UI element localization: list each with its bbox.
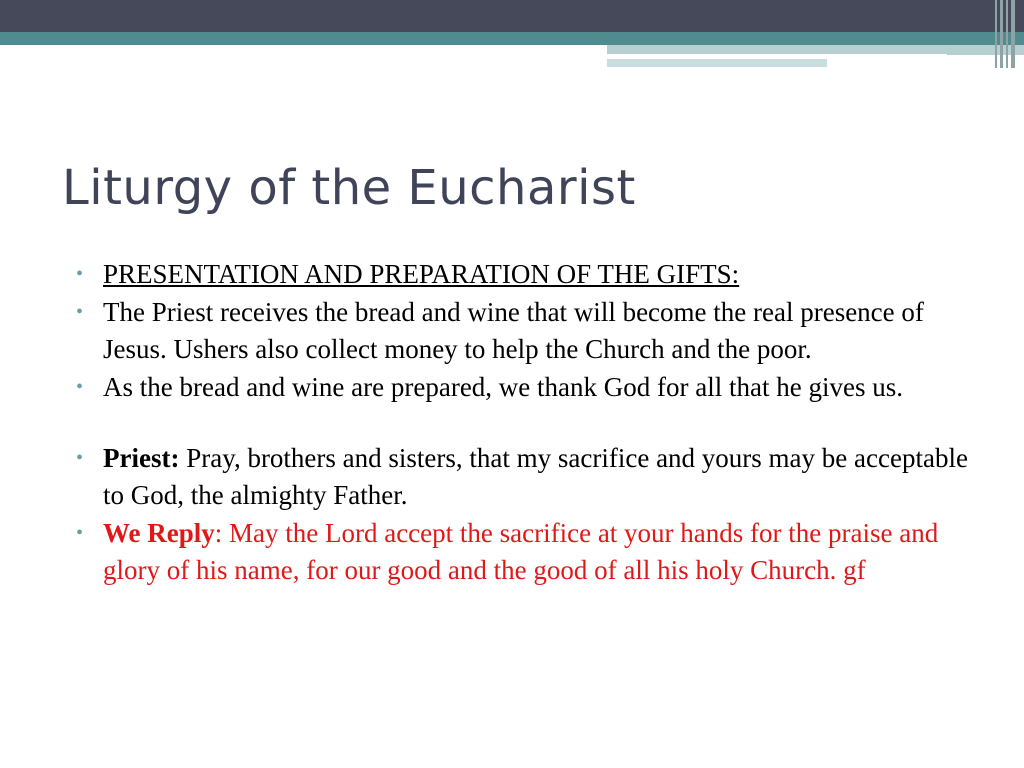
header-vertical-line <box>1011 0 1015 68</box>
list-item <box>70 440 970 514</box>
list-item <box>70 369 970 406</box>
header-vertical-line <box>1006 0 1008 68</box>
list-item-text: Pray, brothers and sisters, that my sacrifice and yours may be acceptable to God, the almighty Father. <box>103 443 968 510</box>
speaker-label: Priest: <box>103 443 180 473</box>
bullet-icon: • <box>76 301 84 323</box>
header-band-highlight <box>607 54 947 56</box>
header-vertical-line <box>1000 0 1003 68</box>
slide-title: Liturgy of the Eucharist <box>62 160 636 216</box>
bullet-icon: • <box>76 376 84 398</box>
bullet-list <box>70 256 970 589</box>
list-item <box>70 256 970 293</box>
list-item <box>70 294 970 368</box>
bullet-icon: • <box>76 522 84 544</box>
speaker-label: We Reply <box>103 518 215 548</box>
list-item <box>70 515 970 589</box>
list-item-text: As the bread and wine are prepared, we thank God for all that he gives us. <box>103 372 903 402</box>
bullet-icon: • <box>76 263 84 285</box>
header-band-teal <box>0 32 1024 45</box>
list-item-text: The Priest receives the bread and wine that will become the real presence of Jesus. Ushers also collect money to help the Church and the poor. <box>103 297 924 364</box>
list-item-text: : May the Lord accept the sacrifice at your hands for the praise and glory of his name, for our good and the good of all his holy Church. gf <box>103 518 939 585</box>
section-heading: PRESENTATION AND PREPARATION OF THE GIFTS: <box>103 259 740 289</box>
header-vertical-line <box>995 0 997 68</box>
header-band-dark <box>0 0 1024 32</box>
header-band-light-short <box>607 59 827 67</box>
bullet-icon: • <box>76 447 84 469</box>
